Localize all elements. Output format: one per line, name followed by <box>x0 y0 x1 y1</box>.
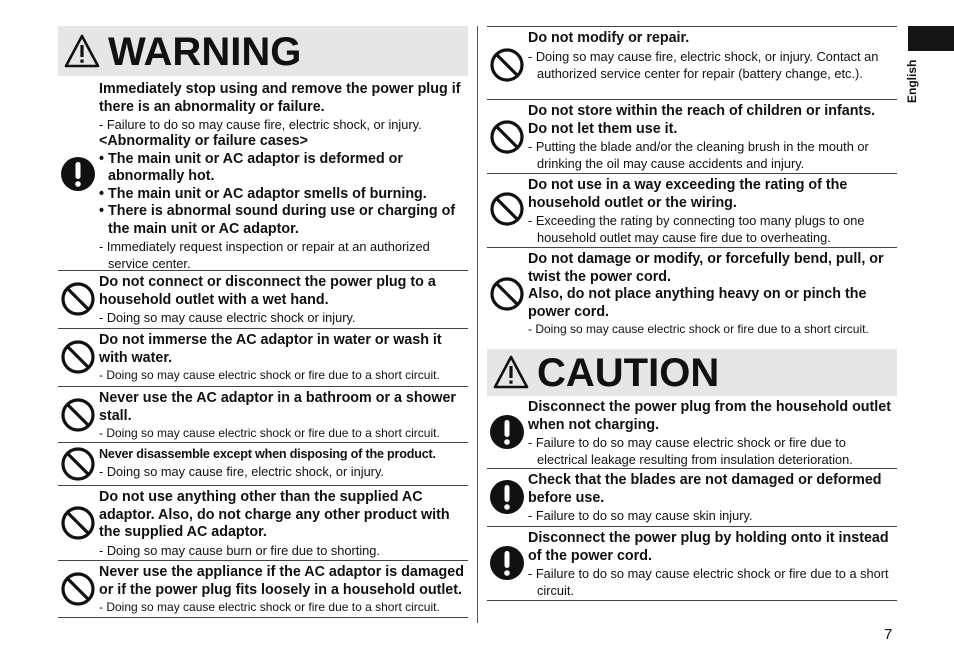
item-heading: Do not store within the reach of children or infants. Do not let them use it. <box>528 103 876 137</box>
item-heading: Disconnect the power plug by holding onto it instead of the power cord. <box>528 530 889 564</box>
prohibited-icon <box>60 446 96 482</box>
item-detail: - Failure to do so may cause electric shock or fire due to a short circuit. <box>528 566 889 598</box>
item-detail: - Failure to do so may cause skin injury. <box>528 508 753 523</box>
item-heading: Never use the AC adaptor in a bathroom or a shower stall. <box>99 390 456 424</box>
item-bullet: • The main unit or AC adaptor smells of burning. <box>99 185 427 202</box>
warning-banner <box>58 26 468 76</box>
item-detail: - Doing so may cause electric shock or injury. <box>99 310 356 325</box>
mandatory-icon <box>489 545 525 581</box>
caution-item-1 <box>487 396 897 469</box>
item-heading: Disconnect the power plug from the household outlet when not charging. <box>528 399 891 433</box>
prohibited-icon <box>60 397 96 433</box>
item-detail: - Doing so may cause fire, electric shock, or injury. Contact an authorized service center for repair (battery change, etc.). <box>528 48 879 81</box>
language-tab <box>908 26 954 51</box>
mandatory-icon <box>60 156 96 192</box>
item-heading: Also, do not place anything heavy on or pinch the power cord. <box>528 286 867 320</box>
prohibited-icon <box>60 505 96 541</box>
warning-item-6 <box>58 486 468 561</box>
warning-item-8 <box>487 26 897 100</box>
prohibited-icon <box>60 339 96 375</box>
warning-item-9 <box>487 100 897 174</box>
warning-item-5 <box>58 443 468 486</box>
item-detail: - Doing so may cause electric shock or fire due to a short circuit. <box>99 426 440 440</box>
item-detail: - Putting the blade and/or the cleaning brush in the mouth or drinking the oil may cause accidents and injury. <box>528 139 869 171</box>
item-heading: Check that the blades are not damaged or deformed before use. <box>528 472 882 506</box>
mandatory-icon <box>489 414 525 450</box>
item-detail: - Doing so may cause electric shock or fire due to a short circuit. <box>99 600 440 614</box>
warning-item-3 <box>58 329 468 387</box>
prohibited-icon <box>60 281 96 317</box>
caution-banner <box>487 349 897 396</box>
warning-continued-column <box>487 26 897 601</box>
item-heading: Do not damage or modify, or forcefully bend, pull, or twist the power cord. <box>528 251 884 285</box>
warning-column <box>58 26 468 618</box>
column-divider <box>477 26 478 623</box>
warning-title: WARNING <box>108 30 302 74</box>
item-detail: - Immediately request inspection or repair at an authorized service center. <box>99 239 430 271</box>
item-bullet: • There is abnormal sound during use or charging of the main unit or AC adaptor. <box>99 203 456 237</box>
warning-item-2 <box>58 271 468 329</box>
warning-item-10 <box>487 174 897 248</box>
caution-title: CAUTION <box>537 351 720 395</box>
prohibited-icon <box>489 276 525 312</box>
caution-item-3 <box>487 527 897 601</box>
item-detail: - Doing so may cause electric shock or fire due to a short circuit. <box>99 368 440 382</box>
caution-item-2 <box>487 469 897 527</box>
item-heading: Immediately stop using and remove the power plug if there is an abnormality or failure. <box>99 81 461 115</box>
prohibited-icon <box>489 47 525 83</box>
item-detail: - Failure to do so may cause fire, electric shock, or injury. <box>99 117 422 132</box>
item-detail: - Doing so may cause electric shock or fire due to a short circuit. <box>528 322 869 336</box>
page-number: 7 <box>884 626 893 643</box>
caution-triangle-icon <box>493 355 529 389</box>
item-heading: Do not immerse the AC adaptor in water or wash it with water. <box>99 332 442 366</box>
language-label: English <box>905 59 919 103</box>
warning-item-11 <box>487 248 897 340</box>
warning-triangle-icon <box>64 34 100 68</box>
prohibited-icon <box>489 119 525 155</box>
item-heading: Never disassemble except when disposing of the product. <box>99 447 436 461</box>
warning-item-7 <box>58 561 468 618</box>
item-heading: Do not modify or repair. <box>528 30 690 46</box>
item-bullet: • The main unit or AC adaptor is deformed or abnormally hot. <box>99 150 403 184</box>
item-subheading: <Abnormality or failure cases> <box>99 133 308 149</box>
item-detail: - Failure to do so may cause electric shock or fire due to electrical leakage resulting from insulation deterioration. <box>528 435 853 467</box>
item-detail: - Doing so may cause fire, electric shock, or injury. <box>99 464 384 479</box>
warning-item-1 <box>58 76 468 271</box>
item-heading: Do not connect or disconnect the power plug to a household outlet with a wet hand. <box>99 274 436 308</box>
item-heading: Never use the appliance if the AC adaptor is damaged or if the power plug fits loosely in a household outlet. <box>99 564 464 598</box>
item-detail: - Exceeding the rating by connecting too many plugs to one household outlet may cause fire due to overheating. <box>528 213 865 245</box>
prohibited-icon <box>489 191 525 227</box>
mandatory-icon <box>489 479 525 515</box>
item-heading: Do not use anything other than the supplied AC adaptor. Also, do not charge any other product with the supplied AC adaptor. <box>99 489 450 540</box>
item-heading: Do not use in a way exceeding the rating of the household outlet or the wiring. <box>528 177 848 211</box>
item-detail: - Doing so may cause burn or fire due to shorting. <box>99 542 380 558</box>
warning-item-4 <box>58 387 468 443</box>
prohibited-icon <box>60 571 96 607</box>
